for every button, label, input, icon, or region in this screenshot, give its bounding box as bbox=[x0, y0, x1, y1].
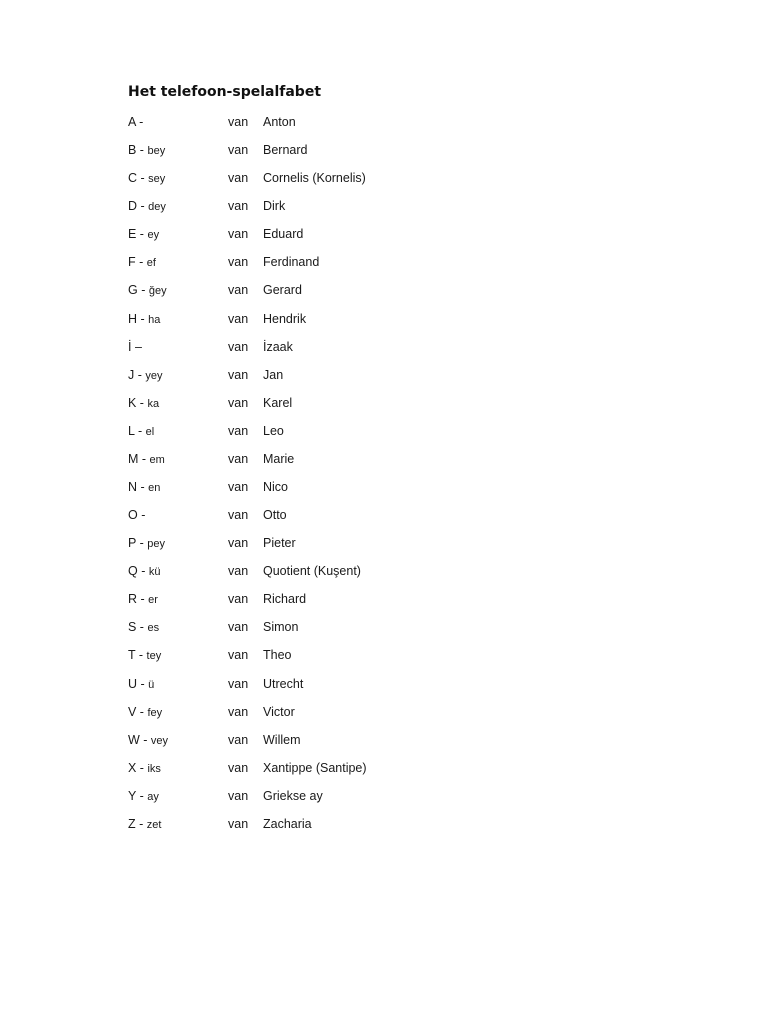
row-letter bbox=[128, 281, 167, 300]
letter-pronunciation: kü bbox=[148, 566, 161, 579]
document-title: Het telefoon-spelalfabet bbox=[128, 84, 322, 100]
row-letter bbox=[128, 646, 161, 665]
alphabet-row bbox=[128, 310, 648, 338]
row-connector: van bbox=[228, 760, 249, 775]
row-connector: van bbox=[228, 536, 249, 551]
row-word: Simon bbox=[263, 620, 299, 635]
row-word: Willem bbox=[263, 732, 301, 747]
letter-pronunciation: dey bbox=[148, 201, 166, 214]
letter-label: A - bbox=[128, 115, 144, 129]
row-connector: van bbox=[228, 395, 249, 410]
row-connector: van bbox=[228, 311, 249, 326]
row-word: Eduard bbox=[263, 227, 304, 242]
row-letter bbox=[128, 141, 165, 160]
row-word: Nico bbox=[263, 480, 289, 495]
row-letter bbox=[128, 759, 161, 778]
row-connector: van bbox=[228, 367, 249, 382]
letter-label: İ – bbox=[128, 339, 142, 354]
alphabet-row bbox=[128, 253, 648, 281]
row-word: Otto bbox=[263, 508, 287, 523]
letter-pronunciation: vey bbox=[150, 734, 169, 747]
letter-label: D - bbox=[128, 199, 145, 214]
row-connector: van bbox=[228, 143, 249, 158]
row-connector: van bbox=[228, 620, 249, 635]
row-word: Anton bbox=[263, 115, 296, 129]
row-word: Hendrik bbox=[263, 311, 307, 326]
alphabet-row bbox=[128, 731, 648, 759]
row-connector: van bbox=[228, 283, 249, 298]
row-connector: van bbox=[228, 648, 249, 663]
row-word: İzaak bbox=[263, 339, 293, 354]
letter-pronunciation: pey bbox=[147, 538, 165, 551]
row-letter bbox=[128, 310, 160, 329]
row-word: Karel bbox=[263, 395, 293, 410]
row-letter bbox=[128, 618, 159, 637]
row-connector: van bbox=[228, 480, 249, 495]
letter-pronunciation: ü bbox=[148, 678, 155, 691]
row-letter bbox=[128, 338, 142, 356]
row-connector: van bbox=[228, 592, 249, 607]
row-connector: van bbox=[228, 676, 249, 691]
letter-label: P - bbox=[128, 536, 144, 551]
letter-label: X - bbox=[128, 760, 144, 775]
letter-label: W - bbox=[128, 732, 148, 747]
row-word: Marie bbox=[263, 451, 295, 466]
alphabet-row bbox=[128, 646, 648, 674]
row-word: Dirk bbox=[263, 199, 286, 214]
row-word: Leo bbox=[263, 423, 284, 438]
row-connector: van bbox=[228, 115, 249, 129]
letter-label: L - bbox=[128, 423, 143, 438]
alphabet-row bbox=[128, 815, 648, 843]
letter-label: F - bbox=[128, 255, 144, 270]
row-connector: van bbox=[228, 423, 249, 438]
row-word: Bernard bbox=[263, 143, 308, 158]
alphabet-row bbox=[128, 618, 648, 646]
letter-label: Q - bbox=[128, 564, 146, 579]
alphabet-row bbox=[128, 281, 648, 309]
row-letter bbox=[128, 590, 158, 609]
alphabet-row bbox=[128, 562, 648, 590]
row-letter bbox=[128, 366, 163, 385]
letter-label: H - bbox=[128, 311, 145, 326]
letter-pronunciation: em bbox=[149, 453, 165, 466]
letter-label: G - bbox=[128, 283, 146, 298]
letter-pronunciation: ey bbox=[147, 229, 160, 242]
alphabet-row bbox=[128, 534, 648, 562]
row-letter bbox=[128, 675, 154, 694]
alphabet-row bbox=[128, 366, 648, 394]
letter-label: J - bbox=[128, 367, 142, 382]
alphabet-row bbox=[128, 478, 648, 506]
letter-pronunciation: ha bbox=[148, 313, 161, 326]
row-word: Victor bbox=[263, 704, 295, 719]
letter-pronunciation: bey bbox=[147, 145, 166, 158]
letter-label: R - bbox=[128, 592, 145, 607]
row-connector: van bbox=[228, 171, 249, 186]
alphabet-row bbox=[128, 141, 648, 169]
spelling-alphabet-list bbox=[128, 113, 648, 843]
row-connector: van bbox=[228, 788, 249, 803]
row-letter bbox=[128, 703, 162, 722]
row-connector: van bbox=[228, 451, 249, 466]
alphabet-row bbox=[128, 338, 648, 366]
alphabet-row bbox=[128, 225, 648, 253]
alphabet-row bbox=[128, 590, 648, 618]
letter-pronunciation: fey bbox=[147, 706, 163, 719]
alphabet-row bbox=[128, 787, 648, 815]
alphabet-row bbox=[128, 197, 648, 225]
row-connector: van bbox=[228, 564, 249, 579]
letter-label: M - bbox=[128, 451, 147, 466]
letter-label: C - bbox=[128, 171, 145, 186]
letter-label: B - bbox=[128, 143, 144, 158]
letter-pronunciation: zet bbox=[146, 818, 162, 831]
row-letter bbox=[128, 197, 166, 216]
letter-label: Y - bbox=[128, 788, 144, 803]
row-connector: van bbox=[228, 339, 249, 354]
letter-pronunciation: en bbox=[148, 482, 161, 495]
row-letter bbox=[128, 113, 143, 131]
row-connector: van bbox=[228, 508, 249, 523]
letter-pronunciation: sey bbox=[148, 173, 166, 186]
row-word: Cornelis (Kornelis) bbox=[263, 171, 366, 186]
row-connector: van bbox=[228, 816, 249, 831]
letter-label: U - bbox=[128, 676, 145, 691]
letter-label: T - bbox=[128, 648, 144, 663]
row-connector: van bbox=[228, 199, 249, 214]
row-word: Richard bbox=[263, 592, 307, 607]
letter-pronunciation: ef bbox=[146, 257, 156, 270]
row-letter bbox=[128, 815, 161, 834]
row-letter bbox=[128, 506, 145, 524]
alphabet-row bbox=[128, 759, 648, 787]
alphabet-row bbox=[128, 506, 648, 534]
row-word: Jan bbox=[263, 367, 284, 382]
row-letter bbox=[128, 450, 165, 469]
letter-label: Z - bbox=[128, 816, 144, 831]
letter-label: S - bbox=[128, 620, 144, 635]
row-letter bbox=[128, 253, 156, 272]
alphabet-row bbox=[128, 169, 648, 197]
row-letter bbox=[128, 422, 154, 441]
alphabet-row bbox=[128, 675, 648, 703]
letter-label: N - bbox=[128, 480, 145, 495]
letter-pronunciation: er bbox=[148, 594, 158, 607]
row-word: Griekse ay bbox=[263, 788, 323, 803]
row-connector: van bbox=[228, 255, 249, 270]
row-letter bbox=[128, 534, 165, 553]
alphabet-row bbox=[128, 422, 648, 450]
row-word: Utrecht bbox=[263, 676, 304, 691]
row-letter bbox=[128, 731, 168, 750]
row-letter bbox=[128, 225, 159, 244]
letter-pronunciation: es bbox=[147, 622, 160, 635]
row-word: Zacharia bbox=[263, 816, 312, 831]
row-connector: van bbox=[228, 227, 249, 242]
letter-label: K - bbox=[128, 395, 144, 410]
row-word: Ferdinand bbox=[263, 255, 320, 270]
alphabet-row bbox=[128, 113, 648, 141]
row-letter bbox=[128, 478, 160, 497]
alphabet-row bbox=[128, 703, 648, 731]
alphabet-row bbox=[128, 450, 648, 478]
row-word: Xantippe (Santipe) bbox=[263, 760, 367, 775]
row-word: Gerard bbox=[263, 283, 302, 298]
letter-label: E - bbox=[128, 227, 144, 242]
letter-pronunciation: tey bbox=[146, 650, 162, 663]
letter-pronunciation: el bbox=[145, 425, 155, 438]
row-letter bbox=[128, 787, 159, 806]
row-connector: van bbox=[228, 704, 249, 719]
row-letter bbox=[128, 169, 165, 188]
row-word: Pieter bbox=[263, 536, 296, 551]
letter-pronunciation: iks bbox=[147, 762, 161, 775]
letter-pronunciation: ay bbox=[147, 790, 159, 803]
letter-label: V - bbox=[128, 704, 144, 719]
row-letter bbox=[128, 394, 159, 413]
letter-pronunciation: yey bbox=[145, 369, 163, 382]
row-word: Quotient (Kuşent) bbox=[263, 564, 361, 579]
row-word: Theo bbox=[263, 648, 292, 663]
letter-label: O - bbox=[128, 508, 146, 523]
letter-pronunciation: ğey bbox=[148, 285, 167, 298]
alphabet-row bbox=[128, 394, 648, 422]
letter-pronunciation: ka bbox=[147, 397, 160, 410]
row-letter bbox=[128, 562, 160, 581]
row-connector: van bbox=[228, 732, 249, 747]
